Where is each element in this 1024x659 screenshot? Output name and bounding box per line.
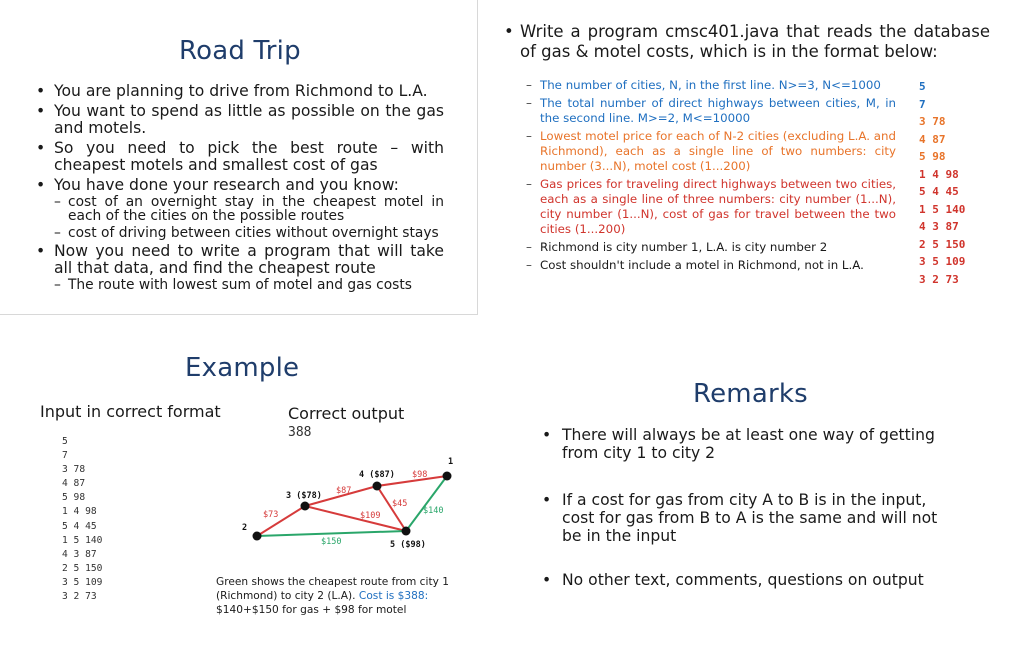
format-rule: – Cost shouldn't include a motel in Richmond, not in L.A.	[526, 258, 896, 273]
format-example	[919, 78, 965, 288]
output-label: Correct output	[288, 404, 405, 423]
edge-label-1-4: $98	[412, 470, 428, 480]
example-caption	[216, 575, 456, 617]
format-line: 1 4 98	[919, 167, 959, 181]
format-rule: – Richmond is city number 1, L.A. is city number 2	[526, 240, 896, 255]
remark-item: • No other text, comments, questions on output	[542, 571, 942, 589]
input-label: Input in correct format	[40, 402, 221, 421]
edge-label-2-5: $150	[321, 537, 342, 547]
format-line: 1 5 140	[919, 202, 966, 216]
input-line: 4 87	[62, 478, 86, 490]
caption-main: Green shows the cheapest route from city 1 (Richmond) to city 2 (L.A).	[216, 576, 449, 602]
format-line: 3 2 73	[919, 272, 959, 286]
edge-3-5	[305, 506, 406, 531]
node-label-4: 4 ($87)	[359, 470, 395, 480]
remark-item: • There will always be at least one way of getting from city 1 to city 2	[542, 426, 942, 462]
graph-node-5	[402, 527, 411, 536]
sub-item: – cost of an overnight stay in the cheapest motel in each of the cities on the possible routes	[54, 195, 444, 223]
format-line: 3 78	[919, 115, 946, 128]
format-line: 3 5 109	[919, 255, 966, 268]
slide-road-trip	[0, 0, 478, 315]
slide-title: Example	[185, 353, 300, 383]
node-label-1: 1	[448, 457, 454, 467]
input-line: 3 78	[62, 464, 86, 476]
format-rule: – The number of cities, N, in the first line. N>=3, N<=1000	[526, 78, 896, 93]
format-rule: – The total number of direct highways between cities, M, in the second line. M>=2, M<=10000	[526, 96, 896, 126]
input-line: 1 5 140	[62, 534, 103, 546]
format-line: 5 98	[919, 150, 946, 163]
format-line: 2 5 150	[919, 237, 966, 251]
edge-label-1-5: $140	[423, 506, 444, 516]
caption-detail: $140+$150 for gas + $98 for motel	[216, 604, 407, 616]
edge-1-5	[406, 476, 447, 531]
sub-item: – cost of driving between cities without overnight stays	[54, 226, 444, 240]
input-line: 5 4 45	[62, 520, 97, 532]
sub-list	[54, 278, 444, 292]
format-line: 4 87	[919, 132, 946, 146]
input-listing	[62, 435, 102, 604]
bullet-item: • You want to spend as little as possible on the gas and motels.	[34, 103, 444, 137]
sub-item: – The route with lowest sum of motel and gas costs	[54, 278, 444, 292]
input-line: 4 3 87	[62, 548, 97, 560]
node-label-2: 2	[242, 523, 248, 533]
slide-remarks	[478, 322, 1024, 659]
input-line: 1 4 98	[62, 506, 97, 518]
slide-title: Remarks	[693, 379, 808, 409]
graph-node-1	[443, 472, 452, 481]
input-line: 2 5 150	[62, 562, 103, 574]
format-line: 7	[919, 97, 926, 111]
bullet-text: You have done your research and you know:	[54, 176, 399, 194]
edge-label-2-3: $73	[263, 510, 279, 520]
input-line: 7	[62, 450, 68, 462]
edge-label-3-5: $109	[360, 511, 381, 521]
output-value: 388	[288, 425, 312, 440]
format-line: 4 3 87	[919, 220, 959, 233]
spec-intro: • Write a program cmsc401.java that reads the database of gas & motel costs, which is in the format below:	[504, 22, 990, 62]
format-rules-list	[526, 78, 896, 276]
edge-label-4-3: $87	[336, 486, 352, 496]
input-line: 3 2 73	[62, 591, 97, 603]
bullet-text: • Now you need to write a program that will take all that data, and find the cheapest route	[54, 242, 444, 277]
slide-title: Road Trip	[179, 36, 301, 66]
remark-item: • If a cost for gas from city A to B is in the input, cost for gas from B to A is the same and will not be in the input	[542, 491, 942, 545]
graph-node-3	[301, 502, 310, 511]
remarks-list	[542, 426, 942, 589]
sub-list	[54, 195, 444, 240]
graph-node-2	[253, 532, 262, 541]
format-line: 5 4 45	[919, 185, 959, 198]
bullet-item: • You are planning to drive from Richmond to L.A.	[34, 83, 444, 100]
node-label-5: 5 ($98)	[390, 540, 426, 550]
input-line: 3 5 109	[62, 576, 103, 588]
slide-program-spec	[478, 0, 1024, 314]
edge-2-5	[257, 531, 406, 536]
input-line: 5 98	[62, 492, 86, 504]
bullet-item	[34, 177, 444, 240]
format-line: 5	[919, 80, 926, 93]
caption-cost: Cost is $388:	[358, 590, 429, 602]
slide-example	[0, 322, 477, 659]
format-rule: – Lowest motel price for each of N-2 cities (excluding L.A. and Richmond), each as a single line of two numbers: city number (3...N), motel cost (1...200)	[526, 129, 896, 174]
bullet-item: • So you need to pick the best route – with cheapest motels and smallest cost of gas	[34, 140, 444, 174]
bullet-list	[34, 83, 444, 295]
input-line: 5	[62, 436, 68, 447]
node-label-3: 3 ($78)	[286, 491, 322, 501]
format-rule: – Gas prices for traveling direct highways between two cities, each as a single line of three numbers: city number (1...N), city number (1...N), cost of gas for travel between the two cities (1...200)	[526, 177, 896, 237]
bullet-item	[34, 243, 444, 292]
route-graph	[225, 450, 465, 555]
edge-label-4-5: $45	[392, 499, 408, 509]
graph-node-4	[373, 482, 382, 491]
